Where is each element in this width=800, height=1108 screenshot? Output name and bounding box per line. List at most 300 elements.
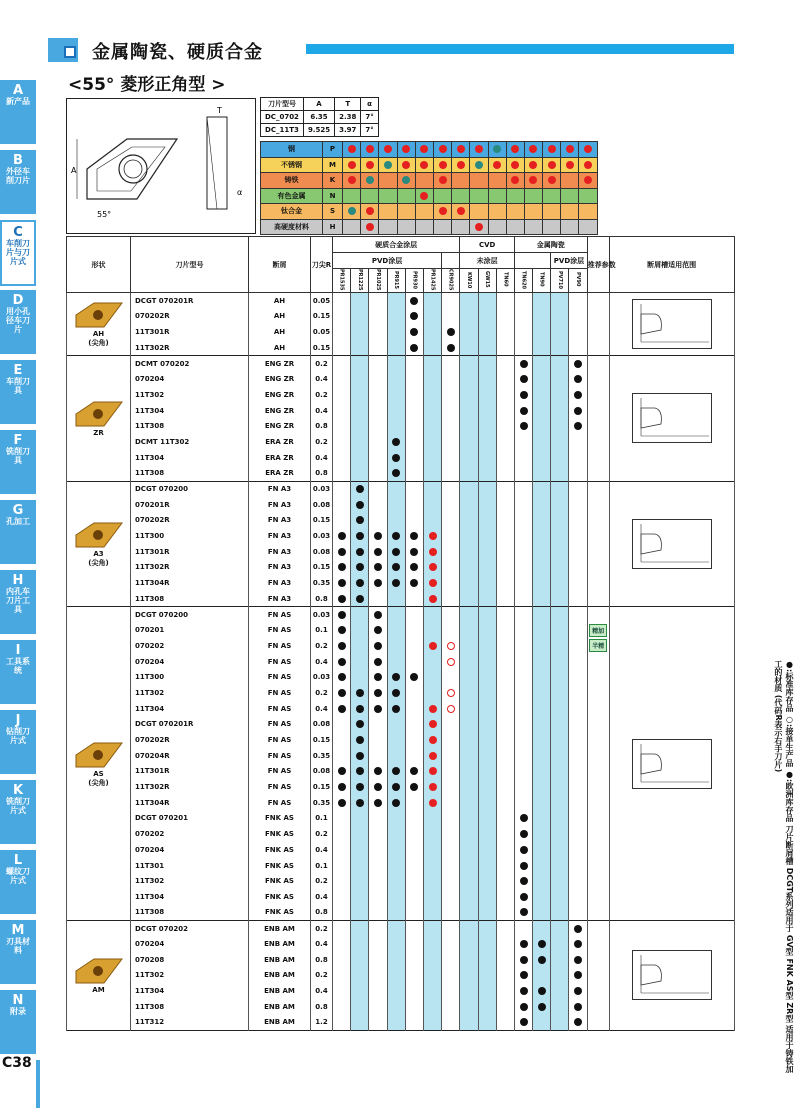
radius-cell: 0.03 (311, 607, 333, 623)
grade-cell (442, 309, 460, 325)
grade-cell (423, 826, 441, 842)
grade-cell (533, 920, 551, 936)
material-cell (361, 204, 379, 220)
grade-cell (569, 873, 587, 889)
material-table (260, 141, 598, 235)
stock-dot-icon (374, 705, 382, 713)
red-dot-icon (529, 145, 537, 153)
col-sub-uncoated: 未涂层 (460, 253, 515, 269)
grade-cell (496, 936, 514, 952)
grade-label: PR1025 (374, 269, 381, 291)
stock-dot-icon (520, 407, 528, 415)
col-group-cermet: 金属陶瓷 (514, 237, 587, 253)
material-name: 不锈钢 (261, 157, 323, 173)
model-cell: 11T302 (131, 968, 249, 984)
shape-label: A3 (尖角) (88, 549, 109, 567)
grade-cell (514, 873, 532, 889)
stock-dot-icon (338, 689, 346, 697)
grade-cell (569, 1015, 587, 1031)
grade-cell (333, 858, 351, 874)
grade-cell (442, 371, 460, 387)
grade-cell (405, 889, 423, 905)
grade-cell (551, 293, 569, 309)
grade-cell (369, 968, 387, 984)
breaker-cell: FN AS (249, 717, 311, 733)
stock-dot-icon (520, 971, 528, 979)
stock-dot-icon (520, 360, 528, 368)
material-cell (561, 219, 579, 235)
radius-cell: 0.15 (311, 779, 333, 795)
grade-cell (551, 826, 569, 842)
grade-header (369, 269, 387, 293)
sidebar-tab-j[interactable] (0, 710, 36, 776)
grade-cell (496, 575, 514, 591)
grade-cell (423, 340, 441, 356)
sidebar-tab-letter: L (13, 853, 23, 868)
stock-dot-icon (374, 642, 382, 650)
grade-cell (369, 811, 387, 827)
grade-cell (569, 638, 587, 654)
grade-cell (514, 811, 532, 827)
insert-table (66, 236, 735, 1031)
grade-cell (369, 669, 387, 685)
grade-cell (423, 497, 441, 513)
grade-cell (551, 920, 569, 936)
model-cell: 11T304 (131, 983, 249, 999)
shape-label: AH (尖角) (88, 330, 109, 348)
grade-cell (496, 418, 514, 434)
grade-cell (333, 936, 351, 952)
grade-cell (533, 434, 551, 450)
grade-cell (514, 434, 532, 450)
stock-dot-icon (574, 1018, 582, 1026)
grade-cell (442, 905, 460, 921)
eu-stock-dot-icon (429, 752, 437, 760)
grade-cell (478, 748, 496, 764)
range-cell (609, 607, 734, 921)
sidebar-tab-a[interactable] (0, 80, 36, 146)
model-cell: DCGT 070202 (131, 920, 249, 936)
sidebar-tab-k[interactable] (0, 780, 36, 846)
grade-cell (514, 764, 532, 780)
header-row (67, 237, 735, 253)
grade-cell (460, 732, 478, 748)
material-cell (579, 173, 597, 189)
grade-cell (369, 999, 387, 1015)
grade-label: TN90 (538, 272, 545, 287)
grade-cell (478, 952, 496, 968)
stock-dot-icon (410, 297, 418, 305)
sidebar-tab-i[interactable] (0, 640, 36, 706)
material-cell (343, 157, 361, 173)
grade-cell (387, 999, 405, 1015)
radius-cell: 0.4 (311, 654, 333, 670)
material-cell (470, 142, 488, 158)
grade-cell (387, 607, 405, 623)
insert-shape-icon (72, 956, 126, 986)
grade-cell (460, 748, 478, 764)
stock-dot-icon (374, 626, 382, 634)
grade-cell (351, 309, 369, 325)
grade-cell (569, 779, 587, 795)
table-row (67, 607, 735, 623)
grade-cell (333, 811, 351, 827)
grade-cell (569, 371, 587, 387)
grade-cell (569, 826, 587, 842)
applic-cell (587, 497, 609, 513)
table-row (67, 356, 735, 372)
grade-cell (369, 905, 387, 921)
applic-cell (587, 638, 609, 654)
grade-cell (369, 826, 387, 842)
applic-cell (587, 842, 609, 858)
stock-dot-icon (520, 830, 528, 838)
breaker-cell: ENB AM (249, 952, 311, 968)
grade-cell (514, 340, 532, 356)
grade-header (387, 269, 405, 293)
material-row (261, 219, 598, 235)
stock-dot-icon (356, 689, 364, 697)
radius-cell: 0.1 (311, 811, 333, 827)
breaker-cell: ENB AM (249, 936, 311, 952)
stock-dot-icon (338, 658, 346, 666)
grade-cell (387, 1015, 405, 1031)
applic-cell (587, 968, 609, 984)
grade-cell (478, 356, 496, 372)
applic-cell (587, 811, 609, 827)
col-model: 刀片型号 (131, 237, 249, 293)
grade-cell (533, 356, 551, 372)
grade-cell (351, 403, 369, 419)
svg-text:α: α (237, 188, 243, 197)
grade-cell (423, 685, 441, 701)
radius-cell: 0.03 (311, 528, 333, 544)
grade-cell (569, 732, 587, 748)
grade-cell (423, 1015, 441, 1031)
grade-cell (387, 434, 405, 450)
grade-cell (569, 701, 587, 717)
model-cell: 070202 (131, 826, 249, 842)
radius-cell: 0.05 (311, 324, 333, 340)
grade-cell (442, 575, 460, 591)
stock-dot-icon (520, 893, 528, 901)
grade-cell (351, 826, 369, 842)
grade-cell (460, 324, 478, 340)
sidebar-tab-l[interactable] (0, 850, 36, 916)
material-cell (524, 157, 542, 173)
grade-cell (405, 685, 423, 701)
grade-cell (405, 591, 423, 607)
geometry-table (260, 97, 379, 137)
shape-label: AS (尖角) (88, 769, 109, 787)
shape-cell (67, 293, 131, 356)
grade-cell (423, 779, 441, 795)
stock-dot-icon (392, 438, 400, 446)
material-cell (561, 142, 579, 158)
sidebar-tab-letter: N (12, 993, 24, 1008)
radius-cell: 0.2 (311, 920, 333, 936)
grade-cell (333, 575, 351, 591)
grade-cell (460, 371, 478, 387)
grade-cell (569, 575, 587, 591)
grade-cell (351, 497, 369, 513)
material-cell (543, 204, 561, 220)
grade-cell (442, 450, 460, 466)
applic-cell (587, 418, 609, 434)
grade-cell (405, 638, 423, 654)
material-cell (488, 142, 506, 158)
grade-cell (387, 873, 405, 889)
eu-stock-dot-icon (429, 579, 437, 587)
grade-cell (387, 544, 405, 560)
sidebar-tab-d[interactable] (0, 290, 36, 356)
grade-cell (423, 732, 441, 748)
radius-cell: 0.2 (311, 434, 333, 450)
model-cell: 11T300 (131, 528, 249, 544)
grade-cell (460, 575, 478, 591)
grade-cell (387, 669, 405, 685)
grade-header (351, 269, 369, 293)
model-cell: 11T304 (131, 701, 249, 717)
grade-cell (405, 575, 423, 591)
material-cell (506, 173, 524, 189)
stock-dot-icon (338, 783, 346, 791)
grade-cell (333, 779, 351, 795)
grade-cell (460, 356, 478, 372)
grade-cell (533, 764, 551, 780)
stock-dot-icon (520, 814, 528, 822)
grade-cell (405, 905, 423, 921)
grade-cell (496, 669, 514, 685)
grade-cell (496, 779, 514, 795)
grade-cell (333, 497, 351, 513)
grade-cell (514, 309, 532, 325)
material-cell (579, 142, 597, 158)
teal-dot-icon (475, 161, 483, 169)
material-cell (361, 173, 379, 189)
sidebar-tab-c[interactable] (0, 220, 36, 286)
model-cell: 070204R (131, 748, 249, 764)
grade-cell (496, 387, 514, 403)
sidebar-tab-label: 车削刀具 (6, 377, 30, 396)
sidebar-tab-label: 刃具材料 (6, 937, 30, 956)
geometry-header: α (361, 98, 378, 111)
material-cell (488, 204, 506, 220)
grade-cell (387, 920, 405, 936)
red-dot-icon (475, 223, 483, 231)
material-cell (415, 219, 433, 235)
grade-cell (423, 466, 441, 482)
radius-cell: 0.1 (311, 858, 333, 874)
svg-text:A: A (71, 166, 77, 175)
col-group-cvd: CVD (460, 237, 515, 253)
grade-cell (514, 481, 532, 497)
sidebar-tab-b[interactable] (0, 150, 36, 216)
material-row (261, 173, 598, 189)
stock-dot-icon (392, 469, 400, 477)
breaker-cell: AH (249, 324, 311, 340)
grade-cell (533, 591, 551, 607)
red-dot-icon (366, 161, 374, 169)
stock-dot-icon (410, 328, 418, 336)
radius-cell: 0.2 (311, 873, 333, 889)
grade-cell (496, 764, 514, 780)
grade-label: TN60 (502, 272, 509, 287)
grade-cell (478, 779, 496, 795)
material-cell (379, 157, 397, 173)
red-dot-icon (566, 145, 574, 153)
material-cell (506, 157, 524, 173)
grade-cell (551, 387, 569, 403)
sidebar-tab-e[interactable] (0, 360, 36, 426)
grade-cell (533, 701, 551, 717)
grade-cell (496, 622, 514, 638)
eu-stock-dot-icon (429, 799, 437, 807)
stock-dot-icon (574, 360, 582, 368)
red-dot-icon (511, 176, 519, 184)
breaker-cell: ENB AM (249, 1015, 311, 1031)
grade-cell (369, 701, 387, 717)
grade-cell (423, 983, 441, 999)
grade-cell (387, 466, 405, 482)
grade-cell (569, 387, 587, 403)
shape-cell (67, 607, 131, 921)
sidebar-tab-f[interactable] (0, 430, 36, 496)
col-sub-pvd: PVD涂层 (333, 253, 442, 269)
grade-cell (369, 748, 387, 764)
grade-cell (533, 779, 551, 795)
grade-cell (369, 873, 387, 889)
material-cell (415, 204, 433, 220)
radius-cell: 0.03 (311, 481, 333, 497)
radius-cell: 0.8 (311, 466, 333, 482)
grade-cell (351, 889, 369, 905)
grade-cell (533, 842, 551, 858)
material-cell (543, 173, 561, 189)
grade-cell (442, 779, 460, 795)
grade-cell (423, 293, 441, 309)
grade-cell (496, 450, 514, 466)
grade-cell (569, 654, 587, 670)
grade-cell (387, 528, 405, 544)
material-cell (379, 142, 397, 158)
sidebar-tab-n[interactable] (0, 990, 36, 1056)
grade-header (533, 269, 551, 293)
grade-cell (496, 309, 514, 325)
grade-cell (351, 920, 369, 936)
grade-cell (423, 905, 441, 921)
radius-cell: 0.15 (311, 309, 333, 325)
grade-cell (569, 340, 587, 356)
table-row (67, 920, 735, 936)
grade-cell (533, 858, 551, 874)
grade-cell (460, 717, 478, 733)
stock-dot-icon (410, 344, 418, 352)
grade-cell (333, 638, 351, 654)
sidebar-tab-g[interactable] (0, 500, 36, 566)
stock-dot-icon (538, 956, 546, 964)
red-dot-icon (457, 161, 465, 169)
grade-cell (351, 450, 369, 466)
grade-cell (533, 497, 551, 513)
grade-cell (460, 622, 478, 638)
applic-cell (587, 591, 609, 607)
grade-cell (533, 418, 551, 434)
grade-cell (460, 638, 478, 654)
sidebar-tab-label: 孔加工 (6, 517, 30, 527)
grade-cell (460, 387, 478, 403)
stock-dot-icon (538, 940, 546, 948)
grade-cell (496, 905, 514, 921)
grade-cell (442, 936, 460, 952)
sidebar-tab-h[interactable] (0, 570, 36, 636)
grade-cell (514, 889, 532, 905)
grade-cell (333, 293, 351, 309)
stock-dot-icon (356, 705, 364, 713)
grade-cell (569, 842, 587, 858)
stock-dot-icon (338, 626, 346, 634)
red-dot-icon (457, 207, 465, 215)
grade-cell (423, 952, 441, 968)
grade-cell (423, 669, 441, 685)
applic-cell (587, 795, 609, 811)
grade-cell (351, 528, 369, 544)
grade-cell (369, 309, 387, 325)
grade-cell (333, 560, 351, 576)
grade-cell (387, 748, 405, 764)
grade-cell (387, 497, 405, 513)
stock-dot-icon (338, 673, 346, 681)
side-tab-nav (0, 80, 36, 1108)
grade-cell (533, 403, 551, 419)
radius-cell: 0.15 (311, 340, 333, 356)
stock-dot-icon (520, 375, 528, 383)
grade-cell (442, 497, 460, 513)
breaker-cell: FN A3 (249, 560, 311, 576)
sidebar-tab-m[interactable] (0, 920, 36, 986)
grade-cell (569, 497, 587, 513)
grade-cell (533, 528, 551, 544)
grade-label: PR1425 (429, 269, 436, 291)
stock-dot-icon (356, 548, 364, 556)
grade-cell (442, 983, 460, 999)
grade-cell (569, 309, 587, 325)
applic-cell (587, 889, 609, 905)
grade-cell (351, 638, 369, 654)
grade-cell (369, 607, 387, 623)
stock-dot-icon (574, 987, 582, 995)
grade-cell (387, 387, 405, 403)
grade-cell (405, 795, 423, 811)
material-cell (361, 188, 379, 204)
model-cell: 11T304R (131, 575, 249, 591)
grade-cell (478, 591, 496, 607)
grade-cell (496, 481, 514, 497)
sidebar-tab-label: 铣削刀片式 (6, 797, 30, 816)
stock-dot-icon (520, 1018, 528, 1026)
grade-cell (460, 293, 478, 309)
applic-cell (587, 905, 609, 921)
radius-cell: 0.35 (311, 575, 333, 591)
teal-dot-icon (366, 176, 374, 184)
material-name: 钛合金 (261, 204, 323, 220)
grade-cell (551, 654, 569, 670)
insert-drawing (66, 98, 256, 234)
range-chart (632, 299, 712, 349)
grade-cell (551, 575, 569, 591)
geometry-cell: 6.35 (303, 111, 334, 124)
grade-cell (569, 481, 587, 497)
